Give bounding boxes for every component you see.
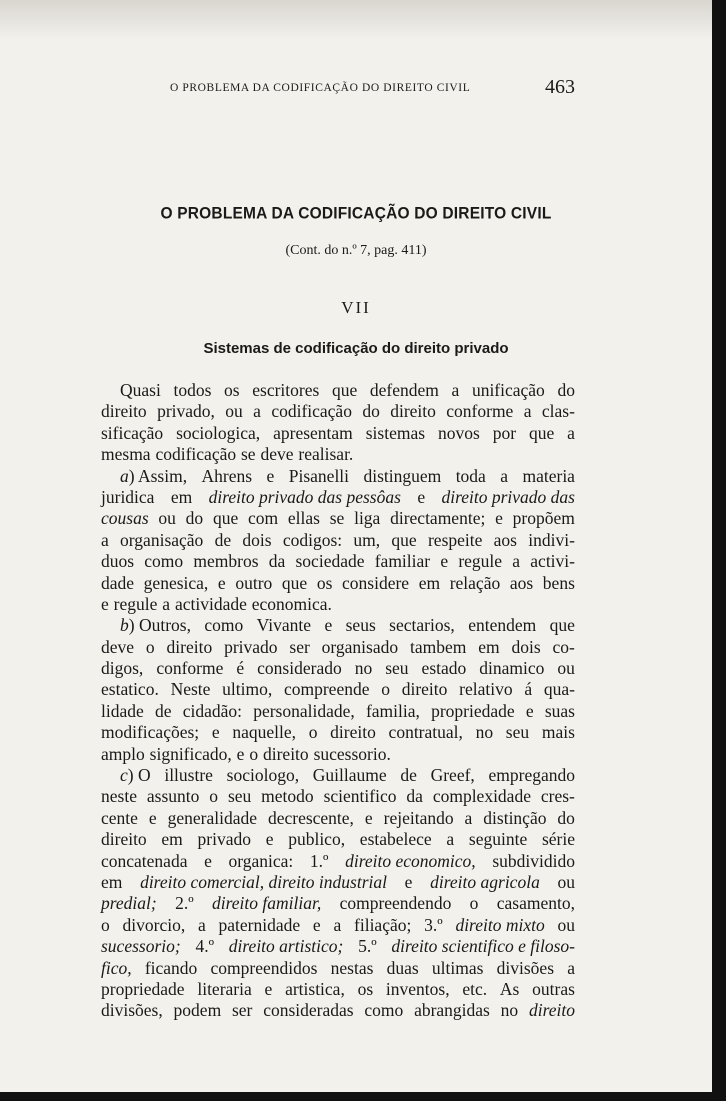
word: aos <box>493 529 517 550</box>
word: cente <box>101 807 138 828</box>
word: abrangidas <box>414 1000 490 1021</box>
word: deve <box>260 444 294 465</box>
word: subdividido <box>492 850 575 871</box>
word: o <box>209 786 219 807</box>
word: é <box>236 658 245 679</box>
word: cres- <box>540 786 575 807</box>
word: codificação <box>155 444 237 465</box>
word: actividade <box>174 593 247 614</box>
word: a <box>197 914 206 935</box>
word: estado <box>421 658 467 679</box>
text-line <box>101 765 575 786</box>
running-header: O PROBLEMA DA CODIFICAÇÃO DO DIREITO CIVIL <box>170 82 471 94</box>
word: conforme <box>156 658 224 679</box>
word: o <box>308 722 318 743</box>
word: metodo <box>261 786 314 807</box>
word: unificação <box>471 380 545 400</box>
word: 5.º <box>358 936 377 957</box>
word: seu <box>227 786 252 807</box>
word: privado, <box>157 401 215 422</box>
word: ser <box>231 1000 253 1021</box>
word: defendem <box>369 380 439 400</box>
word: e <box>495 508 503 529</box>
word: se <box>241 444 256 465</box>
word: dois <box>511 636 541 657</box>
word: da <box>268 551 286 572</box>
word: ou <box>225 401 243 422</box>
word: propõem <box>512 508 575 529</box>
word: rejeitando <box>383 807 454 828</box>
word: o <box>249 743 259 764</box>
word: a <box>512 551 521 572</box>
word: activi- <box>530 551 575 572</box>
word: ellas <box>287 508 320 529</box>
word: que <box>212 508 239 529</box>
word: divisões <box>496 957 555 978</box>
word: duos <box>101 551 135 572</box>
text-line <box>101 936 575 957</box>
word: artistica, <box>285 978 345 999</box>
word <box>120 466 187 487</box>
text-line <box>101 679 575 700</box>
text-line <box>101 508 575 529</box>
word: e <box>312 914 321 935</box>
word: como <box>364 1000 404 1021</box>
word: decrescente, <box>267 807 354 828</box>
word: como <box>204 615 244 636</box>
word: Vivante <box>256 615 312 636</box>
word: considere <box>342 572 410 593</box>
word: direito familiar, <box>211 893 322 914</box>
word: regule <box>458 551 503 572</box>
word: e <box>417 486 426 507</box>
word: clas- <box>541 401 575 422</box>
word: neste <box>101 786 137 807</box>
word: e <box>217 572 226 593</box>
word: juridica <box>101 486 155 507</box>
continuation-note: (Cont. do n.º 7, pag. 411) <box>285 243 427 258</box>
text-line <box>101 423 575 444</box>
word: codigos: <box>282 529 343 550</box>
word: o <box>145 636 155 657</box>
word: a <box>567 422 575 443</box>
word: direito <box>390 401 436 422</box>
word: a <box>523 401 532 422</box>
word: direito privado das pessôas <box>208 486 401 507</box>
word: no <box>354 658 373 679</box>
word: 1.º <box>309 850 329 871</box>
text-line <box>101 444 575 465</box>
word: realisar. <box>298 444 354 465</box>
word: seus <box>345 615 376 636</box>
word: co- <box>552 636 575 657</box>
word: considerado <box>257 658 342 679</box>
word: apresentam <box>273 422 353 443</box>
word: familiar <box>374 551 431 572</box>
word: lidade <box>101 700 144 721</box>
word: generalidade <box>167 807 257 828</box>
word: ou <box>557 914 575 935</box>
word: no <box>500 1000 519 1021</box>
word: o <box>381 679 390 700</box>
text-line <box>101 551 575 572</box>
word: Greef, <box>430 765 475 786</box>
word: com <box>247 508 279 529</box>
paragraph-letter: c <box>120 765 128 786</box>
text-line <box>101 851 575 872</box>
word: podem <box>173 1000 222 1021</box>
word: e <box>440 551 449 572</box>
word: concatenada <box>101 850 188 871</box>
word: direito economico, <box>345 850 476 871</box>
word: sistemas <box>365 422 426 443</box>
word: compreendidos <box>210 957 318 978</box>
word: direito scientifico e filoso- <box>391 936 575 957</box>
word: que <box>281 572 308 593</box>
word: relativo <box>459 679 513 700</box>
word: familia, <box>365 700 420 721</box>
word: todos <box>173 380 212 400</box>
word: nestas <box>330 957 374 978</box>
word: toda <box>455 465 486 486</box>
word: respeite <box>427 529 483 550</box>
paragraph-letter: b <box>120 615 129 636</box>
word: suas <box>544 700 575 721</box>
word: a <box>253 401 261 422</box>
word: compreendendo <box>339 893 452 914</box>
word: e <box>265 829 274 850</box>
word: regule <box>113 593 158 614</box>
word: se <box>329 508 345 529</box>
word: a <box>333 914 342 935</box>
word: entendem <box>468 615 537 636</box>
text-line <box>101 786 575 807</box>
word: cousas <box>101 508 149 529</box>
text-line <box>101 401 575 422</box>
word: literaria <box>197 978 252 999</box>
word: ou <box>557 871 575 892</box>
word: direito <box>101 829 147 850</box>
word: como <box>144 551 184 572</box>
word: em <box>418 572 441 593</box>
word: e <box>236 743 245 764</box>
word: naquelle, <box>232 722 296 743</box>
word: relação <box>449 572 501 593</box>
word: no <box>475 722 494 743</box>
section-numeral: VII <box>341 298 371 317</box>
word: ultimo, <box>222 679 273 700</box>
text-line <box>101 530 575 551</box>
word: outro <box>235 572 273 593</box>
word: mais <box>541 722 575 743</box>
word: o <box>101 914 110 935</box>
word: e <box>404 871 413 892</box>
word: genesica, <box>143 572 209 593</box>
word: empregando <box>488 765 575 786</box>
word: assunto <box>146 786 200 807</box>
word: a <box>451 380 460 400</box>
word: um, <box>353 529 381 550</box>
word: a <box>162 593 171 614</box>
word: os <box>316 572 333 593</box>
word: illustre <box>164 765 213 786</box>
text-line <box>101 808 575 829</box>
article-title: O PROBLEMA DA CODIFICAÇÃO DO DIREITO CIVIL <box>160 204 552 223</box>
word: que <box>549 615 575 636</box>
word: scientifico <box>323 786 397 807</box>
text-line <box>101 615 575 636</box>
word: ou <box>557 658 575 679</box>
word: e <box>211 722 220 743</box>
word: e <box>101 593 109 614</box>
word: organica: <box>228 850 294 871</box>
word: a <box>500 465 509 486</box>
word: seu <box>385 658 409 679</box>
word: sucessorio; <box>101 936 181 957</box>
text-line <box>101 722 575 743</box>
word: em <box>161 829 183 850</box>
word: sociologo, <box>226 765 300 786</box>
word: direito privado das <box>441 486 575 507</box>
word: distinção <box>483 807 547 828</box>
word: Neste <box>170 679 211 700</box>
word: ser <box>289 636 310 657</box>
word: significado, <box>149 743 232 764</box>
word: direito agricola <box>430 871 540 892</box>
word: sucessorio. <box>313 743 391 764</box>
word: inventos, <box>385 978 450 999</box>
word: do <box>185 508 204 529</box>
word: e <box>264 978 273 999</box>
word: 4.º <box>195 936 215 957</box>
word: Guillaume <box>312 765 387 786</box>
word: amplo <box>101 743 145 764</box>
text-line <box>101 573 575 594</box>
word: á <box>524 679 533 700</box>
text-line <box>101 658 575 679</box>
word: fico, <box>101 957 132 978</box>
word: seu <box>505 722 530 743</box>
word: materia <box>522 465 575 486</box>
word: economica. <box>251 593 332 614</box>
word: 3.º <box>424 914 443 935</box>
word: que <box>331 380 358 400</box>
text-line <box>101 872 575 893</box>
word: contratual, <box>388 722 463 743</box>
word: bens <box>542 572 575 593</box>
word: e <box>364 807 373 828</box>
page-number: 463 <box>545 76 575 98</box>
word <box>120 765 151 786</box>
word: propriedade <box>431 700 515 721</box>
word: organisado <box>321 636 399 657</box>
word: que <box>391 529 417 550</box>
word: que <box>528 422 555 443</box>
word: personalidade, <box>253 700 355 721</box>
word: publico, <box>288 829 346 850</box>
word: sociedade <box>295 551 365 572</box>
word: os <box>357 978 374 999</box>
word: direito <box>166 636 213 657</box>
word: de <box>154 700 172 721</box>
word: direito <box>262 743 309 764</box>
word: digos, <box>101 658 144 679</box>
word: o <box>469 893 479 914</box>
word: a <box>446 829 455 850</box>
word: da <box>406 786 423 807</box>
word: membros <box>193 551 259 572</box>
word: sificação <box>101 422 164 443</box>
word: mesma <box>101 444 151 465</box>
word: dinamico <box>479 658 545 679</box>
word: codificação <box>271 401 352 422</box>
section-title: Sistemas de codificação do direito privado <box>203 340 509 357</box>
word: e <box>204 850 212 871</box>
text-line <box>101 1000 575 1021</box>
word: do <box>557 807 575 828</box>
word: dois <box>242 529 272 550</box>
word: por <box>492 422 517 443</box>
word: complexidade <box>432 786 531 807</box>
word: em <box>101 871 123 892</box>
word: indivi- <box>528 529 575 550</box>
text-line <box>101 744 575 765</box>
word: direito <box>330 722 376 743</box>
word: outras <box>532 978 575 999</box>
word: qua- <box>543 679 575 700</box>
word: divorcio, <box>122 914 186 935</box>
word: liga <box>354 508 381 529</box>
text-line <box>101 637 575 658</box>
text-line <box>101 701 575 722</box>
word: os <box>224 380 240 400</box>
word: propriedade <box>101 978 185 999</box>
word: As <box>499 978 520 999</box>
text-line <box>101 380 575 401</box>
word: privado <box>224 636 278 657</box>
word: etc. <box>462 978 488 999</box>
word: escritores <box>252 380 320 400</box>
word: e <box>525 700 534 721</box>
word: Pisanelli <box>288 465 350 486</box>
word: paternidade <box>218 914 301 935</box>
word: novos <box>437 422 480 443</box>
word: em <box>478 636 500 657</box>
word: distinguem <box>363 465 442 486</box>
word-text: ) Assim, <box>128 465 188 486</box>
word: sectarios, <box>389 615 455 636</box>
word: privado <box>197 829 251 850</box>
text-line <box>101 466 575 487</box>
word: estabelece <box>359 829 432 850</box>
word: série <box>541 829 575 850</box>
word: casamento, <box>496 893 575 914</box>
body-text <box>101 380 575 1022</box>
text-line <box>101 915 575 936</box>
word: duas <box>386 957 419 978</box>
word: de <box>400 765 417 786</box>
word: direito comercial, direito industrial <box>140 871 387 892</box>
word: direito <box>528 1000 575 1021</box>
text-line <box>101 829 575 850</box>
word: consideradas <box>263 1000 354 1021</box>
word: a <box>567 957 575 978</box>
word: tambem <box>409 636 467 657</box>
text-line <box>101 979 575 1000</box>
word: e <box>266 465 275 486</box>
word: compreende <box>283 679 370 700</box>
word: ultimas <box>431 957 484 978</box>
word: a <box>464 807 473 828</box>
text-line <box>101 487 575 508</box>
word: ficando <box>144 957 198 978</box>
word: aos <box>509 572 534 593</box>
word: Ahrens <box>201 465 253 486</box>
paragraph-letter: a <box>120 465 129 486</box>
word: modificações; <box>101 722 200 743</box>
word: 2.º <box>175 893 194 914</box>
text-line <box>101 893 575 914</box>
word: dade <box>101 572 135 593</box>
word: direito <box>401 679 448 700</box>
word: filiação; <box>354 914 412 935</box>
word: estatico. <box>101 679 159 700</box>
word-text: ) O <box>127 765 151 786</box>
word: sociologica, <box>176 422 261 443</box>
word: do <box>557 380 575 400</box>
word: organisação <box>120 529 204 550</box>
text-line <box>101 958 575 979</box>
word: direito <box>101 401 147 422</box>
word: directamente; <box>390 508 486 529</box>
word: e <box>148 807 157 828</box>
word: direito mixto <box>455 914 545 935</box>
word-text: ) Outros, <box>128 615 191 636</box>
word: Quasi <box>120 380 161 400</box>
word: predial; <box>101 893 157 914</box>
word: em <box>170 486 193 507</box>
word: e <box>324 615 333 636</box>
word: a <box>101 529 109 550</box>
word: deve <box>101 636 135 657</box>
word: seguinte <box>468 829 528 850</box>
word: cidadão: <box>182 700 242 721</box>
word: de <box>214 529 232 550</box>
word: ou <box>158 508 176 529</box>
word: conforme <box>446 401 514 422</box>
word <box>120 615 191 636</box>
word: divisões, <box>101 1000 163 1021</box>
text-line <box>101 594 575 615</box>
word: do <box>362 401 380 422</box>
word: direito artistico; <box>228 936 344 957</box>
